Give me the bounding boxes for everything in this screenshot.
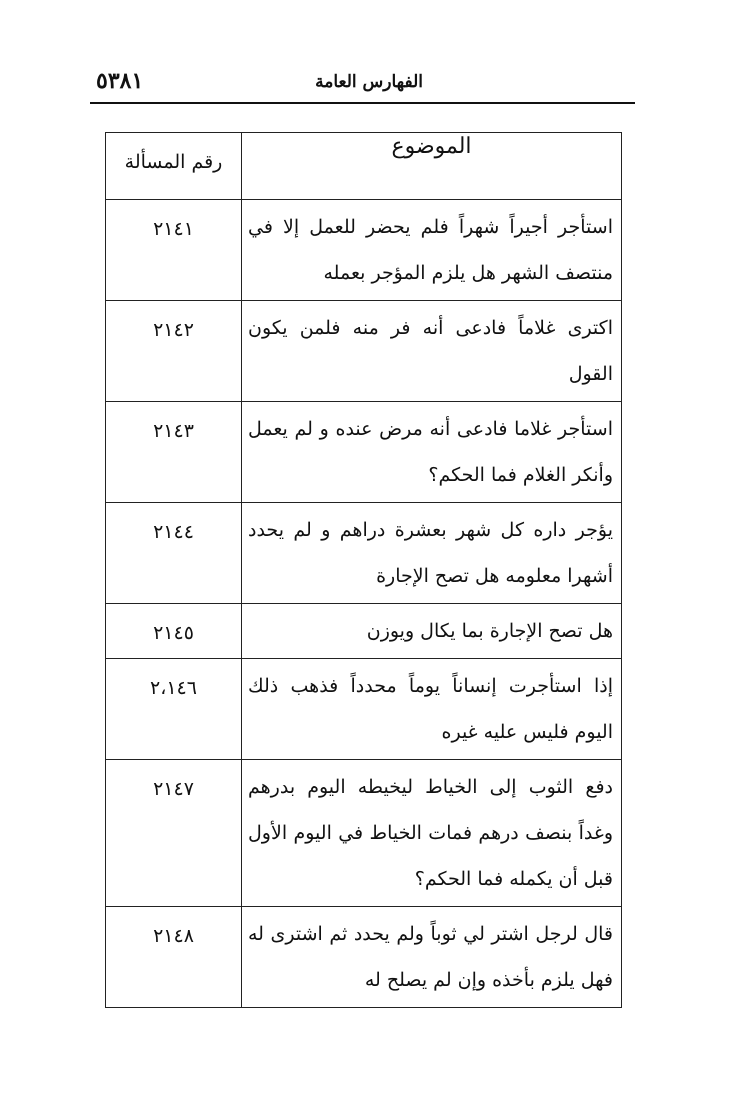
number-cell: ٢،١٤٦ [106,659,242,760]
table-row [106,604,622,659]
column-header-topic: الموضوع [242,133,622,200]
table-row [106,503,622,604]
running-title: الفهارس العامة [315,72,423,92]
number-cell: ٢١٤١ [106,200,242,301]
table-row [106,402,622,503]
topic-cell: دفع الثوب إلى الخياط ليخيطه اليوم بدرهم وغداً بنصف درهم فمات الخياط في اليوم الأول قبل أن يكمله فما الحكم؟ [242,760,622,907]
number-cell: ٢١٤٥ [106,604,242,659]
topic-cell: هل تصح الإجارة بما يكال ويوزن [242,604,622,659]
topic-cell: قال لرجل اشتر لي ثوباً ولم يحدد ثم اشترى له فهل يلزم بأخذه وإن لم يصلح له [242,907,622,1008]
number-cell: ٢١٤٣ [106,402,242,503]
index-table [105,132,622,1008]
number-cell: ٢١٤٢ [106,301,242,402]
number-cell: ٢١٤٧ [106,760,242,907]
topic-cell: استأجر غلاما فادعى أنه مرض عنده و لم يعمل وأنكر الغلام فما الحكم؟ [242,402,622,503]
table-row [106,301,622,402]
table-row [106,907,622,1008]
topic-cell: استأجر أجيراً شهراً فلم يحضر للعمل إلا في منتصف الشهر هل يلزم المؤجر بعمله [242,200,622,301]
number-cell: ٢١٤٨ [106,907,242,1008]
table-row [106,659,622,760]
table-row [106,200,622,301]
table-row [106,760,622,907]
table-header-row [106,133,622,200]
page-header [90,62,635,104]
topic-cell: اكترى غلاماً فادعى أنه فر منه فلمن يكون القول [242,301,622,402]
column-header-number: رقم المسألة [106,133,242,200]
topic-cell: يؤجر داره كل شهر بعشرة دراهم و لم يحدد أشهرا معلومه هل تصح الإجارة [242,503,622,604]
topic-cell: إذا استأجرت إنساناً يوماً محدداً فذهب ذلك اليوم فليس عليه غيره [242,659,622,760]
number-cell: ٢١٤٤ [106,503,242,604]
page-number: ٥٣٨١ [96,68,144,94]
